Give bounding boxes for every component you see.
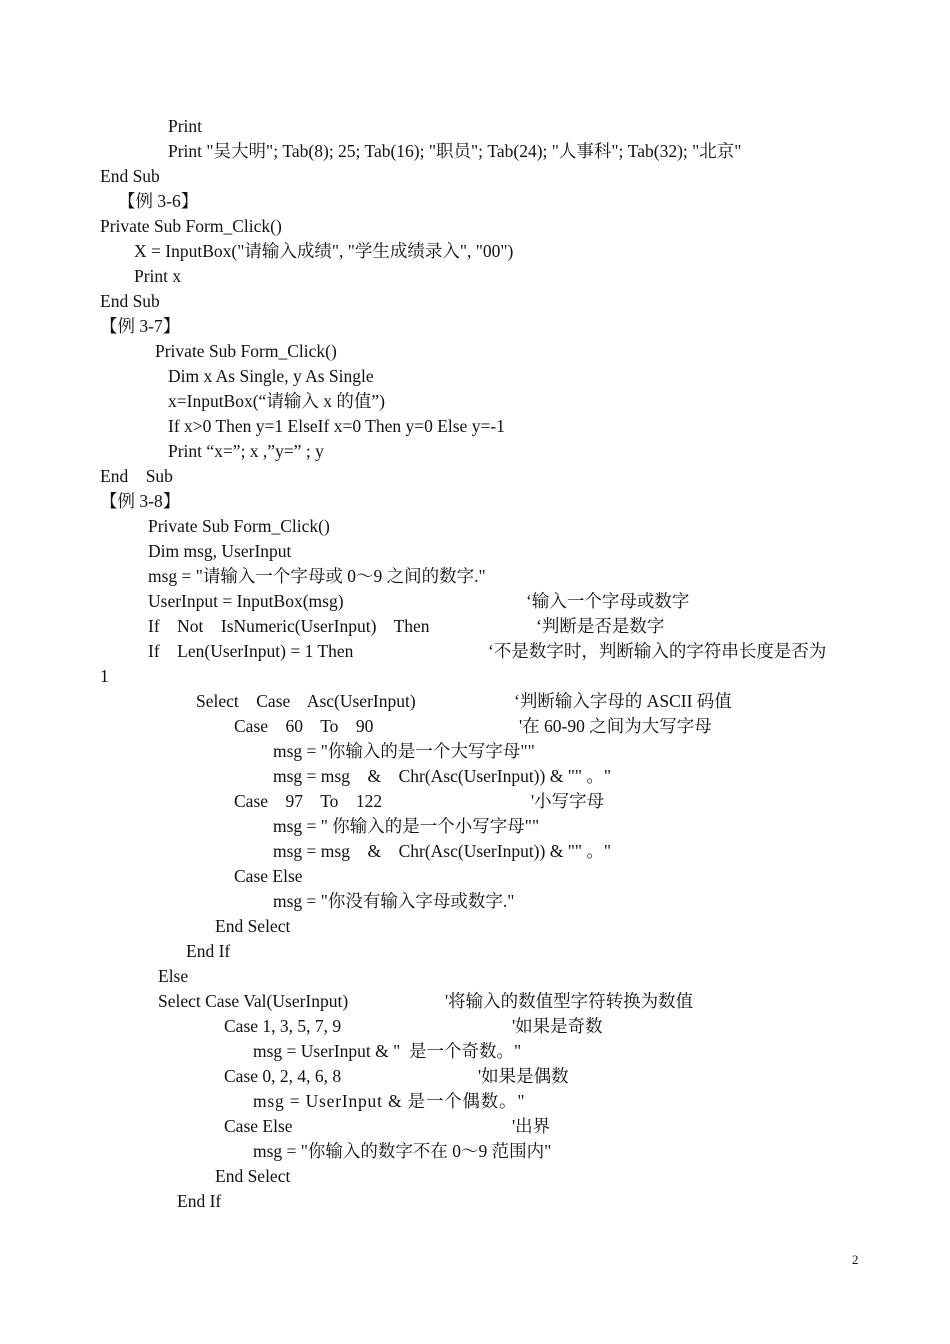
code-line: Case Else [224, 1116, 293, 1136]
code-line: Case 1, 3, 5, 7, 9 [224, 1016, 342, 1036]
code-comment: ‘判断输入字母的 ASCII 码值 [514, 691, 732, 711]
code-comment: '小写字母 [531, 791, 605, 811]
code-line: End Sub [100, 166, 160, 186]
code-line: End Sub [100, 291, 160, 311]
code-line: Private Sub Form_Click() [100, 216, 282, 236]
code-line: Select Case Val(UserInput) [158, 991, 349, 1011]
code-comment: '将输入的数值型字符转换为数值 [445, 991, 694, 1011]
code-line: msg = UserInput & 是一个偶数。" [253, 1091, 526, 1111]
code-line: Private Sub Form_Click() [155, 341, 337, 361]
code-line: End If [186, 941, 231, 961]
code-line: msg = "你输入的是一个大写字母"" [273, 741, 535, 761]
code-line: End Select [215, 1166, 291, 1186]
code-line: If x>0 Then y=1 ElseIf x=0 Then y=0 Else y=-1 [168, 416, 505, 436]
code-line: msg = msg & Chr(Asc(UserInput)) & "" 。" [273, 841, 612, 861]
code-line: Print [168, 116, 203, 136]
code-line: Case 97 To 122 [234, 791, 383, 811]
example-heading: 【例 3-6】 [118, 191, 199, 211]
code-line: Case 60 To 90 [234, 716, 374, 736]
code-line: Case Else [234, 866, 303, 886]
code-line: Print x [134, 266, 182, 286]
code-line: msg = " 你输入的是一个小写字母"" [273, 816, 540, 836]
code-line: End Select [215, 916, 291, 936]
code-comment: ‘输入一个字母或数字 [526, 591, 690, 611]
code-comment: '在 60-90 之间为大写字母 [519, 716, 712, 736]
code-line: End If [177, 1191, 222, 1211]
code-line: X = InputBox("请输入成绩", "学生成绩录入", "00") [134, 241, 514, 261]
code-line: msg = "你输入的数字不在 0～9 范围内" [253, 1141, 552, 1161]
page-number: 2 [852, 1252, 859, 1267]
code-line: x=InputBox(“请输入 x 的值”) [168, 391, 385, 411]
example-heading: 【例 3-8】 [100, 491, 181, 511]
code-comment: '如果是偶数 [478, 1066, 569, 1086]
code-line: Private Sub Form_Click() [148, 516, 330, 536]
code-line: Dim msg, UserInput [148, 541, 292, 561]
code-line: UserInput = InputBox(msg) [148, 591, 344, 611]
code-line: If Not IsNumeric(UserInput) Then [148, 616, 430, 636]
code-line: Print "吴大明"; Tab(8); 25; Tab(16); "职员"; Tab(24); "人事科"; Tab(32); "北京" [168, 141, 742, 161]
code-line: If Len(UserInput) = 1 Then [148, 641, 354, 661]
code-line: End Sub [100, 466, 173, 486]
example-heading: 【例 3-7】 [100, 316, 181, 336]
code-line: Case 0, 2, 4, 6, 8 [224, 1066, 342, 1086]
code-line: Dim x As Single, y As Single [168, 366, 374, 386]
code-line: 1 [100, 666, 109, 686]
code-comment: ‘判断是否是数字 [536, 616, 665, 636]
code-line: Print “x=”; x ,”y=” ; y [168, 441, 324, 461]
code-line: Select Case Asc(UserInput) [196, 691, 416, 711]
code-line: msg = msg & Chr(Asc(UserInput)) & "" 。" [273, 766, 612, 786]
code-line: msg = "你没有输入字母或数字." [273, 891, 515, 911]
code-line: msg = "请输入一个字母或 0～9 之间的数字." [148, 566, 486, 586]
code-line: Else [158, 966, 189, 986]
code-line: msg = UserInput & " 是一个奇数。" [253, 1041, 522, 1061]
code-comment: '出界 [512, 1116, 551, 1136]
code-comment: '如果是奇数 [512, 1016, 603, 1036]
code-comment: ‘不是数字时，判断输入的字符串长度是否为 [488, 641, 827, 661]
